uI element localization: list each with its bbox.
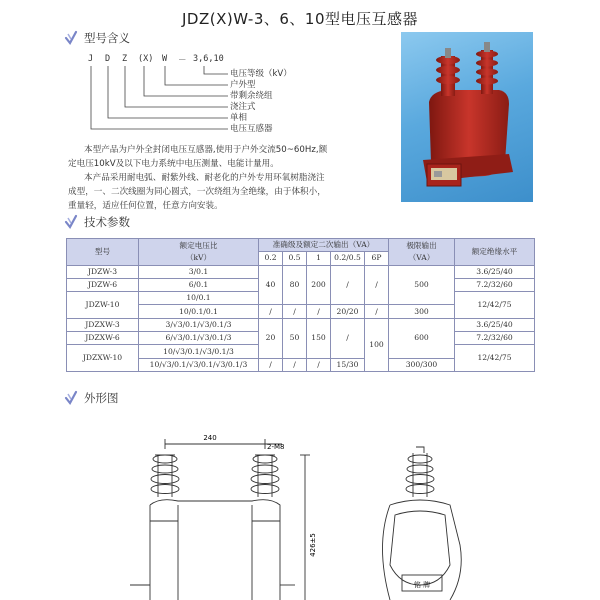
product-photo [401,32,533,202]
page-title: JDZ(X)W-3、6、10型电压互感器 [181,10,419,28]
transformer-illustration [401,32,533,202]
model-code-legend [230,69,292,135]
value-cell: 15/30 [331,358,365,371]
value-cell: 40 [259,265,283,305]
header-limit-output: 极限输出 （VA） [389,239,455,266]
section-title: 外形图 [84,391,119,405]
table-row [67,318,535,331]
ratio-cell: 10/0.1 [139,292,259,305]
value-cell: / [365,265,389,305]
check-mark-icon [64,30,78,46]
hole-label: 2-M8 [267,443,285,451]
ratio-cell: 6/0.1 [139,278,259,291]
value-cell: / [259,305,283,318]
model-cell: JDZW-3 [67,265,139,278]
description-line: 本型产品为户外全封闭电压互感器,使用于户外交流50~60Hz,额 [84,145,328,155]
legend-item: 户外型 [230,80,256,90]
code-letter: W [162,54,168,64]
width-dimension: 240 [203,434,217,442]
insulation-cell: 3.6/25/40 [455,265,535,278]
header-rated-ratio: 额定电压比 （kV） [139,239,259,266]
value-cell: 20/20 [331,305,365,318]
insulation-cell: 7.2/32/60 [455,332,535,345]
value-cell: 300 [389,305,455,318]
ratio-cell: 10/√3/0.1/√3/0.1/3 [139,345,259,358]
value-cell: 150 [307,318,331,358]
value-cell: / [283,358,307,371]
insulation-cell: 12/42/75 [455,292,535,319]
insulation-cell: 3.6/25/40 [455,318,535,331]
header-sub: 0.5 [283,252,307,265]
ratio-cell: 10/0.1/0.1 [139,305,259,318]
model-code-brackets [0,64,260,140]
description-line: 定电压10kV及以下电力系统中电压测量、电能计量用。 [68,159,279,169]
value-cell: 80 [283,265,307,305]
value-cell: / [283,305,307,318]
description-line: 本产品采用耐电弧、耐紫外线、耐老化的户外专用环氧树脂浇注 [84,173,325,183]
legend-item: 单相 [230,113,248,123]
section-title: 技术参数 [84,215,130,229]
legend-item: 浇注式 [230,102,256,112]
outline-drawing-side [370,425,470,600]
value-cell: 200 [307,265,331,305]
ratio-cell: 10/√3/0.1/√3/0.1/√3/0.1/3 [139,358,259,371]
insulation-cell: 7.2/32/60 [455,278,535,291]
insulation-cell: 12/42/75 [455,345,535,372]
section-tech-params [64,214,130,230]
check-mark-icon [64,390,78,406]
value-cell: / [331,318,365,358]
description-line: 重量轻，适应任何位置，任意方向安装。 [68,201,223,211]
height-dimension: 426±5 [309,533,317,557]
value-cell: / [307,358,331,371]
model-cell: JDZW-10 [67,292,139,319]
legend-item: 带剩余绕组 [230,91,273,101]
value-cell: / [307,305,331,318]
code-letter: 3,6,10 [193,54,224,64]
code-letter: － [178,56,187,66]
header-accuracy: 准确级及额定二次输出（VA） [259,239,389,252]
code-letter: D [105,54,111,64]
section-model-meaning [64,30,130,46]
header-sub: 0.2 [259,252,283,265]
ratio-cell: 6/√3/0.1/√3/0.1/3 [139,332,259,345]
header-sub: 1 [307,252,331,265]
code-letter: (X) [138,54,154,64]
code-letter: Z [122,54,128,64]
model-cell: JDZXW-10 [67,345,139,372]
section-title: 型号含义 [84,31,130,45]
model-cell: JDZW-6 [67,278,139,291]
nameplate-label: 铭 牌 [413,581,431,589]
code-letter: J [88,54,94,64]
legend-item: 电压等级（kV） [230,69,292,79]
value-cell: / [331,265,365,305]
section-outline [64,390,119,406]
table-row [67,265,535,278]
header-sub: 0.2/0.5 [331,252,365,265]
header-insulation: 额定绝缘水平 [455,239,535,266]
header-model: 型号 [67,239,139,266]
value-cell: 300/300 [389,358,455,371]
check-mark-icon [64,214,78,230]
value-cell: / [259,358,283,371]
outline-drawing-front [120,425,320,600]
description [68,143,398,213]
ratio-cell: 3/0.1 [139,265,259,278]
header-sub: 6P [365,252,389,265]
description-line: 成型，一、二次线圈为同心圆式，一次绕组为全绝缘，由于体积小， [68,187,326,197]
model-cell: JDZXW-3 [67,318,139,331]
value-cell: 100 [365,318,389,371]
value-cell: 20 [259,318,283,358]
model-cell: JDZXW-6 [67,332,139,345]
value-cell: 500 [389,265,455,305]
value-cell: / [365,305,389,318]
ratio-cell: 3/√3/0.1/√3/0.1/3 [139,318,259,331]
spec-table [66,238,535,372]
value-cell: 50 [283,318,307,358]
value-cell: 600 [389,318,455,358]
legend-item: 电压互感器 [230,124,273,134]
